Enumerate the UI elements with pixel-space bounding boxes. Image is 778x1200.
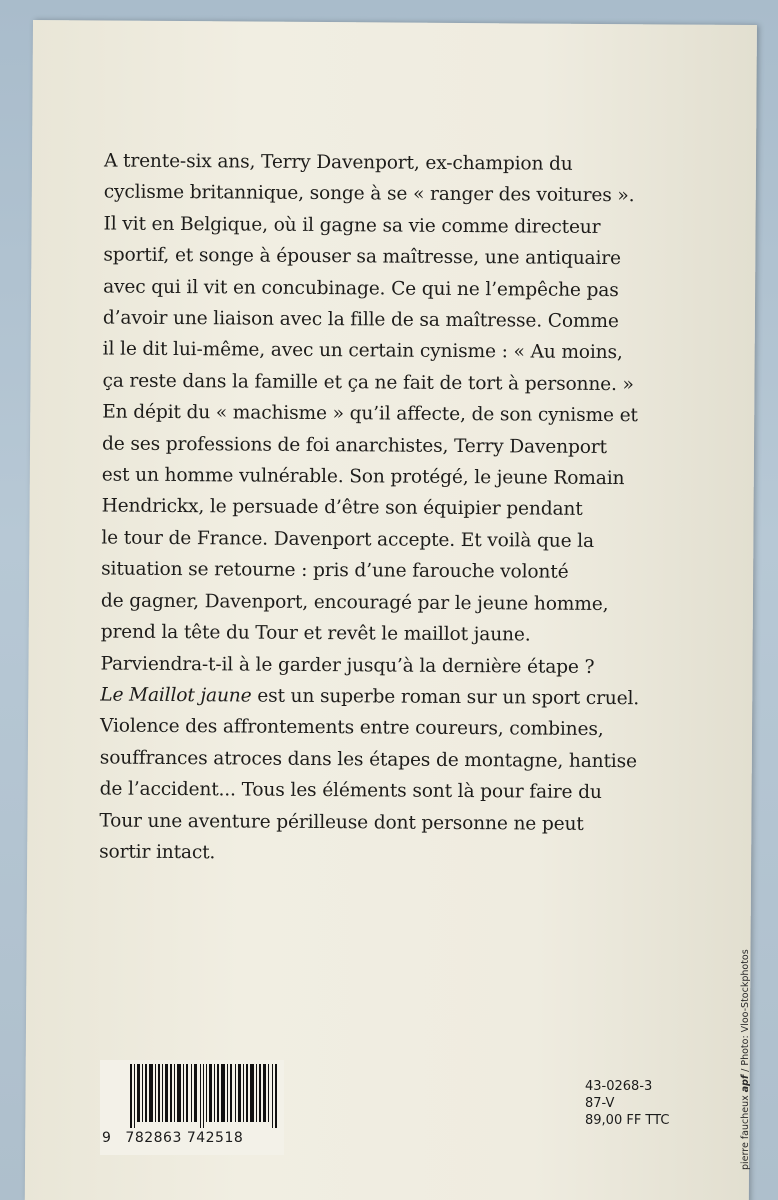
- blurb-line: avec qui il vit en concubinage. Ce qui ne l’empêche pas: [103, 276, 619, 301]
- blurb-line: Violence des affrontements entre coureurs, combines,: [99, 715, 604, 741]
- blurb-line: Il vit en Belgique, où il gagne sa vie comme directeur: [103, 213, 601, 238]
- barcode-lead-digit: 9: [102, 1130, 112, 1146]
- blurb-line: de l’accident... Tous les éléments sont là pour faire du: [99, 778, 602, 804]
- blurb-line: Parviendra-t-il à le garder jusqu’à la dernière étape ?: [100, 652, 595, 678]
- book-back-cover: [25, 20, 757, 1200]
- price-label: 89,00 FF TTC: [585, 1113, 670, 1128]
- blurb-line: il le dit lui-même, avec un certain cynisme : « Au moins,: [102, 338, 623, 364]
- blurb-line: En dépit du « machisme » qu’il affecte, de son cynisme et: [102, 401, 638, 427]
- blurb-line: cyclisme britannique, songe à se « ranger des voitures ».: [103, 181, 635, 207]
- credit-text: [740, 949, 751, 1170]
- blurb-line: souffrances atroces dans les étapes de montagne, hantise: [99, 747, 637, 772]
- blurb-line: est un homme vulnérable. Son protégé, le jeune Romain: [101, 464, 625, 490]
- catalog-number: 43-0268-3: [585, 1079, 653, 1094]
- blurb-line: ça reste dans la famille et ça ne fait de tort à personne. »: [102, 370, 634, 396]
- blurb-line: prend la tête du Tour et revêt le maillot jaune.: [100, 621, 531, 646]
- blurb-line: situation se retourne : pris d’une farouche volonté: [101, 558, 569, 584]
- design-credit: [740, 870, 752, 1170]
- blurb-line: sportif, et songe à épouser sa maîtresse, une antiquaire: [103, 244, 621, 270]
- credit-suffix: / Photo: Vloo-Stockphotos: [740, 949, 751, 1075]
- blurb-line: le tour de France. Davenport accepte. Et voilà que la: [101, 527, 595, 552]
- barcode-number: [102, 1130, 243, 1146]
- blurb-line: de gagner, Davenport, encouragé par le jeune homme,: [100, 590, 609, 615]
- barcode-bars: [130, 1064, 280, 1128]
- back-cover-blurb: [99, 145, 724, 872]
- blurb-line: A trente-six ans, Terry Davenport, ex-champion du: [103, 150, 573, 175]
- blurb-line: sortir intact.: [99, 841, 216, 864]
- blurb-title-rest: est un superbe roman sur un sport cruel.: [251, 685, 640, 710]
- isbn-barcode: [100, 1060, 284, 1155]
- blurb-line: Hendrickx, le persuade d’être son équipier pendant: [101, 495, 583, 521]
- barcode-digits: 782863 742518: [125, 1130, 244, 1146]
- category-code: 87-V: [585, 1096, 615, 1111]
- blurb-line: Tour une aventure périlleuse dont personne ne peut: [99, 810, 584, 835]
- blurb-line: de ses professions de foi anarchistes, Terry Davenport: [101, 433, 607, 458]
- catalog-codes: [585, 1078, 669, 1129]
- credit-prefix: pierre faucheux: [740, 1092, 751, 1170]
- credit-brand: apf: [740, 1074, 751, 1093]
- blurb-title-line: [100, 679, 720, 715]
- book-title: Le Maillot jaune: [100, 684, 252, 707]
- blurb-line: d’avoir une liaison avec la fille de sa maîtresse. Comme: [102, 307, 619, 333]
